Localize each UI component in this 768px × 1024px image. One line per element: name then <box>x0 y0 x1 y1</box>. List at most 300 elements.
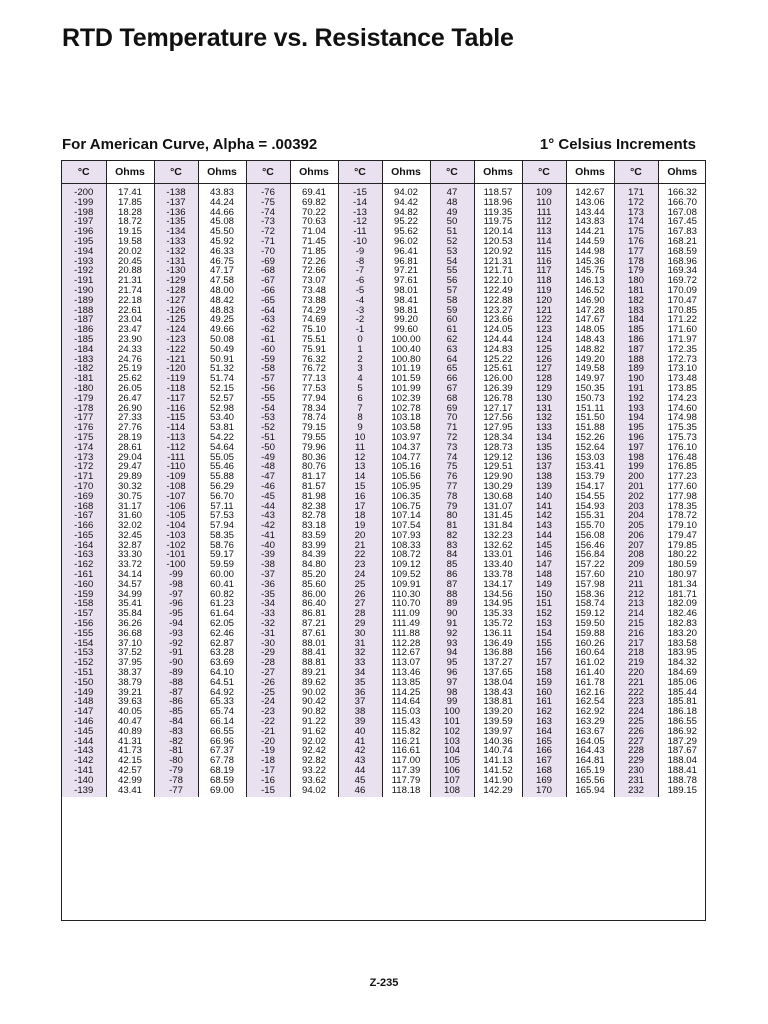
celsius-cell: -2 <box>338 315 382 325</box>
ohms-cell: 72.66 <box>290 266 338 276</box>
celsius-cell: -125 <box>154 315 198 325</box>
celsius-cell: -103 <box>154 531 198 541</box>
ohms-cell: 77.13 <box>290 374 338 384</box>
header-celsius: °C <box>614 161 658 184</box>
celsius-cell: 151 <box>522 599 566 609</box>
ohms-cell: 56.70 <box>198 492 246 502</box>
ohms-cell: 73.07 <box>290 276 338 286</box>
ohms-cell: 129.12 <box>474 453 522 463</box>
ohms-cell: 92.82 <box>290 756 338 766</box>
ohms-cell: 122.49 <box>474 286 522 296</box>
celsius-cell: 166 <box>522 746 566 756</box>
ohms-cell: 84.80 <box>290 560 338 570</box>
ohms-cell: 91.22 <box>290 717 338 727</box>
ohms-cell: 19.58 <box>106 237 154 247</box>
ohms-cell: 150.35 <box>566 384 614 394</box>
celsius-cell: 25 <box>338 580 382 590</box>
celsius-cell: 80 <box>430 511 474 521</box>
page-title: RTD Temperature vs. Resistance Table <box>62 24 514 52</box>
celsius-cell: -37 <box>246 570 290 580</box>
rtd-resistance-table <box>62 161 706 797</box>
ohms-cell: 66.55 <box>198 727 246 737</box>
ohms-cell: 77.53 <box>290 384 338 394</box>
celsius-cell: -13 <box>338 208 382 218</box>
celsius-cell: 180 <box>614 276 658 286</box>
celsius-cell: -94 <box>154 619 198 629</box>
ohms-cell: 126.00 <box>474 374 522 384</box>
ohms-cell: 115.43 <box>382 717 430 727</box>
celsius-cell: 111 <box>522 208 566 218</box>
celsius-cell: 229 <box>614 756 658 766</box>
ohms-cell: 33.30 <box>106 550 154 560</box>
ohms-cell: 148.05 <box>566 325 614 335</box>
celsius-cell: -5 <box>338 286 382 296</box>
ohms-cell: 99.60 <box>382 325 430 335</box>
ohms-cell: 114.25 <box>382 688 430 698</box>
celsius-cell: -82 <box>154 737 198 747</box>
celsius-cell: 69 <box>430 404 474 414</box>
celsius-cell: 44 <box>338 766 382 776</box>
ohms-cell: 180.22 <box>658 550 706 560</box>
ohms-cell: 174.23 <box>658 394 706 404</box>
ohms-cell: 61.23 <box>198 599 246 609</box>
celsius-cell: -149 <box>62 688 106 698</box>
ohms-cell: 155.31 <box>566 511 614 521</box>
celsius-cell: -113 <box>154 433 198 443</box>
ohms-cell: 161.40 <box>566 668 614 678</box>
celsius-cell: -52 <box>246 423 290 433</box>
ohms-cell: 67.78 <box>198 756 246 766</box>
celsius-cell: 99 <box>430 697 474 707</box>
header-celsius: °C <box>246 161 290 184</box>
ohms-cell: 152.26 <box>566 433 614 443</box>
ohms-cell: 20.88 <box>106 266 154 276</box>
ohms-cell: 62.87 <box>198 639 246 649</box>
celsius-cell: 222 <box>614 688 658 698</box>
ohms-cell: 157.98 <box>566 580 614 590</box>
celsius-cell: -185 <box>62 335 106 345</box>
ohms-cell: 182.09 <box>658 599 706 609</box>
ohms-cell: 138.04 <box>474 678 522 688</box>
celsius-cell: 147 <box>522 560 566 570</box>
ohms-cell: 93.22 <box>290 766 338 776</box>
celsius-cell: 74 <box>430 453 474 463</box>
celsius-cell: -143 <box>62 746 106 756</box>
ohms-cell: 51.74 <box>198 374 246 384</box>
celsius-cell: 75 <box>430 462 474 472</box>
ohms-cell: 113.46 <box>382 668 430 678</box>
ohms-cell: 123.66 <box>474 315 522 325</box>
ohms-cell: 167.08 <box>658 208 706 218</box>
header-celsius: °C <box>154 161 198 184</box>
celsius-cell: -160 <box>62 580 106 590</box>
ohms-cell: 187.29 <box>658 737 706 747</box>
celsius-cell: -78 <box>154 776 198 786</box>
ohms-cell: 77.94 <box>290 394 338 404</box>
ohms-cell: 43.41 <box>106 786 154 798</box>
table-row <box>62 688 706 698</box>
table-row <box>62 580 706 590</box>
ohms-cell: 73.88 <box>290 296 338 306</box>
ohms-cell: 140.36 <box>474 737 522 747</box>
ohms-cell: 55.88 <box>198 472 246 482</box>
table-row <box>62 766 706 776</box>
celsius-cell: -41 <box>246 531 290 541</box>
ohms-cell: 58.35 <box>198 531 246 541</box>
celsius-cell: -101 <box>154 550 198 560</box>
celsius-cell: 133 <box>522 423 566 433</box>
ohms-cell: 124.44 <box>474 335 522 345</box>
ohms-cell: 29.47 <box>106 462 154 472</box>
celsius-cell: -104 <box>154 521 198 531</box>
celsius-cell: -35 <box>246 590 290 600</box>
ohms-cell: 76.72 <box>290 364 338 374</box>
celsius-cell: 170 <box>522 786 566 798</box>
celsius-cell: 214 <box>614 609 658 619</box>
table-row <box>62 511 706 521</box>
ohms-cell: 61.64 <box>198 609 246 619</box>
celsius-cell: -79 <box>154 766 198 776</box>
celsius-cell: 168 <box>522 766 566 776</box>
ohms-cell: 184.32 <box>658 658 706 668</box>
ohms-cell: 29.04 <box>106 453 154 463</box>
celsius-cell: 58 <box>430 296 474 306</box>
ohms-cell: 173.10 <box>658 364 706 374</box>
ohms-cell: 53.40 <box>198 413 246 423</box>
ohms-cell: 26.90 <box>106 404 154 414</box>
ohms-cell: 60.82 <box>198 590 246 600</box>
celsius-cell: 68 <box>430 394 474 404</box>
celsius-cell: 60 <box>430 315 474 325</box>
ohms-cell: 175.73 <box>658 433 706 443</box>
ohms-cell: 159.12 <box>566 609 614 619</box>
celsius-cell: 231 <box>614 776 658 786</box>
ohms-cell: 134.17 <box>474 580 522 590</box>
ohms-cell: 129.90 <box>474 472 522 482</box>
celsius-cell: 11 <box>338 443 382 453</box>
celsius-cell: 51 <box>430 227 474 237</box>
celsius-cell: 175 <box>614 227 658 237</box>
ohms-cell: 57.53 <box>198 511 246 521</box>
celsius-cell: -24 <box>246 697 290 707</box>
ohms-cell: 39.21 <box>106 688 154 698</box>
ohms-cell: 170.09 <box>658 286 706 296</box>
ohms-cell: 136.49 <box>474 639 522 649</box>
ohms-cell: 66.14 <box>198 717 246 727</box>
ohms-cell: 164.05 <box>566 737 614 747</box>
celsius-cell: 201 <box>614 482 658 492</box>
celsius-cell: -80 <box>154 756 198 766</box>
celsius-cell: 57 <box>430 286 474 296</box>
celsius-cell: 215 <box>614 619 658 629</box>
ohms-cell: 149.97 <box>566 374 614 384</box>
celsius-cell: -7 <box>338 266 382 276</box>
ohms-cell: 156.84 <box>566 550 614 560</box>
ohms-cell: 127.56 <box>474 413 522 423</box>
celsius-cell: 119 <box>522 286 566 296</box>
ohms-cell: 103.18 <box>382 413 430 423</box>
ohms-cell: 139.59 <box>474 717 522 727</box>
celsius-cell: -119 <box>154 374 198 384</box>
celsius-cell: 89 <box>430 599 474 609</box>
page-number: Z-235 <box>369 977 399 989</box>
ohms-cell: 182.46 <box>658 609 706 619</box>
ohms-cell: 20.02 <box>106 247 154 257</box>
ohms-cell: 30.75 <box>106 492 154 502</box>
curve-subtitle: For American Curve, Alpha = .00392 <box>62 136 318 153</box>
celsius-cell: -6 <box>338 276 382 286</box>
table-row <box>62 423 706 433</box>
ohms-cell: 114.64 <box>382 697 430 707</box>
ohms-cell: 75.91 <box>290 345 338 355</box>
celsius-cell: -91 <box>154 648 198 658</box>
ohms-cell: 137.27 <box>474 658 522 668</box>
celsius-cell: -67 <box>246 276 290 286</box>
celsius-cell: -28 <box>246 658 290 668</box>
celsius-cell: 35 <box>338 678 382 688</box>
ohms-cell: 74.69 <box>290 315 338 325</box>
ohms-cell: 110.30 <box>382 590 430 600</box>
ohms-cell: 90.42 <box>290 697 338 707</box>
ohms-cell: 32.87 <box>106 541 154 551</box>
ohms-cell: 20.45 <box>106 257 154 267</box>
ohms-cell: 63.69 <box>198 658 246 668</box>
ohms-cell: 141.52 <box>474 766 522 776</box>
celsius-cell: -27 <box>246 668 290 678</box>
ohms-cell: 105.16 <box>382 462 430 472</box>
celsius-cell: -106 <box>154 502 198 512</box>
celsius-cell: -8 <box>338 257 382 267</box>
celsius-cell: -71 <box>246 237 290 247</box>
ohms-cell: 165.19 <box>566 766 614 776</box>
celsius-cell: 24 <box>338 570 382 580</box>
celsius-cell: 227 <box>614 737 658 747</box>
celsius-cell: -72 <box>246 227 290 237</box>
ohms-cell: 154.17 <box>566 482 614 492</box>
ohms-cell: 81.98 <box>290 492 338 502</box>
celsius-cell: -36 <box>246 580 290 590</box>
ohms-cell: 69.82 <box>290 198 338 208</box>
celsius-cell: 55 <box>430 266 474 276</box>
ohms-cell: 102.78 <box>382 404 430 414</box>
ohms-cell: 89.62 <box>290 678 338 688</box>
celsius-cell: 224 <box>614 707 658 717</box>
celsius-cell: 91 <box>430 619 474 629</box>
ohms-cell: 88.81 <box>290 658 338 668</box>
ohms-cell: 63.28 <box>198 648 246 658</box>
ohms-cell: 21.74 <box>106 286 154 296</box>
celsius-cell: 140 <box>522 492 566 502</box>
ohms-cell: 141.90 <box>474 776 522 786</box>
header-ohms: Ohms <box>658 161 706 184</box>
ohms-cell: 117.79 <box>382 776 430 786</box>
ohms-cell: 144.98 <box>566 247 614 257</box>
ohms-cell: 179.47 <box>658 531 706 541</box>
ohms-cell: 97.21 <box>382 266 430 276</box>
ohms-cell: 50.08 <box>198 335 246 345</box>
celsius-cell: 0 <box>338 335 382 345</box>
celsius-cell: -14 <box>338 198 382 208</box>
ohms-cell: 143.06 <box>566 198 614 208</box>
ohms-cell: 93.62 <box>290 776 338 786</box>
celsius-cell: -16 <box>246 776 290 786</box>
celsius-cell: 1 <box>338 345 382 355</box>
celsius-cell: 226 <box>614 727 658 737</box>
ohms-cell: 143.44 <box>566 208 614 218</box>
ohms-cell: 130.29 <box>474 482 522 492</box>
celsius-cell: 225 <box>614 717 658 727</box>
ohms-cell: 140.74 <box>474 746 522 756</box>
ohms-cell: 174.98 <box>658 413 706 423</box>
celsius-cell: -111 <box>154 453 198 463</box>
celsius-cell: 4 <box>338 374 382 384</box>
ohms-cell: 99.20 <box>382 315 430 325</box>
celsius-cell: -89 <box>154 668 198 678</box>
ohms-cell: 181.34 <box>658 580 706 590</box>
celsius-cell: 39 <box>338 717 382 727</box>
ohms-cell: 133.01 <box>474 550 522 560</box>
ohms-cell: 130.68 <box>474 492 522 502</box>
celsius-cell: -131 <box>154 257 198 267</box>
celsius-cell: 212 <box>614 590 658 600</box>
ohms-cell: 30.32 <box>106 482 154 492</box>
celsius-cell: -98 <box>154 580 198 590</box>
celsius-cell: 138 <box>522 472 566 482</box>
ohms-cell: 69.41 <box>290 184 338 198</box>
increment-subtitle: 1° Celsius Increments <box>539 136 696 153</box>
ohms-cell: 21.31 <box>106 276 154 286</box>
ohms-cell: 172.73 <box>658 355 706 365</box>
ohms-cell: 38.37 <box>106 668 154 678</box>
celsius-cell: 6 <box>338 394 382 404</box>
celsius-cell: 137 <box>522 462 566 472</box>
celsius-cell: 3 <box>338 364 382 374</box>
ohms-cell: 59.59 <box>198 560 246 570</box>
celsius-cell: 185 <box>614 325 658 335</box>
ohms-cell: 111.49 <box>382 619 430 629</box>
celsius-cell: 125 <box>522 345 566 355</box>
ohms-cell: 139.20 <box>474 707 522 717</box>
celsius-cell: 98 <box>430 688 474 698</box>
ohms-cell: 118.57 <box>474 184 522 198</box>
ohms-cell: 146.90 <box>566 296 614 306</box>
celsius-cell: 41 <box>338 737 382 747</box>
table-row <box>62 453 706 463</box>
celsius-cell: 42 <box>338 746 382 756</box>
ohms-cell: 157.60 <box>566 570 614 580</box>
table-row <box>62 541 706 551</box>
ohms-cell: 157.22 <box>566 560 614 570</box>
celsius-cell: 63 <box>430 345 474 355</box>
ohms-cell: 117.39 <box>382 766 430 776</box>
ohms-cell: 27.33 <box>106 413 154 423</box>
ohms-cell: 36.68 <box>106 629 154 639</box>
celsius-cell: -191 <box>62 276 106 286</box>
ohms-cell: 85.20 <box>290 570 338 580</box>
table-row <box>62 609 706 619</box>
celsius-cell: 220 <box>614 668 658 678</box>
ohms-cell: 147.67 <box>566 315 614 325</box>
ohms-cell: 28.61 <box>106 443 154 453</box>
ohms-cell: 72.26 <box>290 257 338 267</box>
celsius-cell: 178 <box>614 257 658 267</box>
ohms-cell: 95.22 <box>382 217 430 227</box>
celsius-cell: 150 <box>522 590 566 600</box>
ohms-cell: 128.34 <box>474 433 522 443</box>
celsius-cell: -46 <box>246 482 290 492</box>
celsius-cell: -169 <box>62 492 106 502</box>
celsius-cell: 15 <box>338 482 382 492</box>
celsius-cell: 161 <box>522 697 566 707</box>
ohms-cell: 156.08 <box>566 531 614 541</box>
celsius-cell: -121 <box>154 355 198 365</box>
table-row <box>62 325 706 335</box>
celsius-cell: 21 <box>338 541 382 551</box>
celsius-cell: 179 <box>614 266 658 276</box>
ohms-cell: 153.79 <box>566 472 614 482</box>
celsius-cell: -115 <box>154 413 198 423</box>
ohms-cell: 116.61 <box>382 746 430 756</box>
ohms-cell: 103.58 <box>382 423 430 433</box>
celsius-cell: -26 <box>246 678 290 688</box>
ohms-cell: 37.10 <box>106 639 154 649</box>
table-row <box>62 208 706 218</box>
celsius-cell: -198 <box>62 208 106 218</box>
celsius-cell: 112 <box>522 217 566 227</box>
ohms-cell: 112.28 <box>382 639 430 649</box>
ohms-cell: 44.66 <box>198 208 246 218</box>
celsius-cell: 78 <box>430 492 474 502</box>
celsius-cell: 64 <box>430 355 474 365</box>
ohms-cell: 119.35 <box>474 208 522 218</box>
ohms-cell: 32.45 <box>106 531 154 541</box>
celsius-cell: 19 <box>338 521 382 531</box>
celsius-cell: -146 <box>62 717 106 727</box>
celsius-cell: -144 <box>62 737 106 747</box>
celsius-cell: -195 <box>62 237 106 247</box>
celsius-cell: -134 <box>154 227 198 237</box>
celsius-cell: -23 <box>246 707 290 717</box>
celsius-cell: 139 <box>522 482 566 492</box>
celsius-cell: 207 <box>614 541 658 551</box>
celsius-cell: 96 <box>430 668 474 678</box>
celsius-cell: -19 <box>246 746 290 756</box>
celsius-cell: 95 <box>430 658 474 668</box>
ohms-cell: 176.10 <box>658 443 706 453</box>
ohms-cell: 18.28 <box>106 208 154 218</box>
table-row <box>62 413 706 423</box>
celsius-cell: -136 <box>154 208 198 218</box>
ohms-cell: 81.57 <box>290 482 338 492</box>
celsius-cell: 232 <box>614 786 658 798</box>
ohms-cell: 113.85 <box>382 678 430 688</box>
celsius-cell: -114 <box>154 423 198 433</box>
celsius-cell: 61 <box>430 325 474 335</box>
celsius-cell: 97 <box>430 678 474 688</box>
ohms-cell: 131.07 <box>474 502 522 512</box>
ohms-cell: 26.05 <box>106 384 154 394</box>
celsius-cell: 135 <box>522 443 566 453</box>
ohms-cell: 98.41 <box>382 296 430 306</box>
celsius-cell: 136 <box>522 453 566 463</box>
ohms-cell: 107.93 <box>382 531 430 541</box>
celsius-cell: 173 <box>614 208 658 218</box>
table-row <box>62 639 706 649</box>
ohms-cell: 64.51 <box>198 678 246 688</box>
celsius-cell: 131 <box>522 404 566 414</box>
ohms-cell: 127.95 <box>474 423 522 433</box>
ohms-cell: 106.35 <box>382 492 430 502</box>
